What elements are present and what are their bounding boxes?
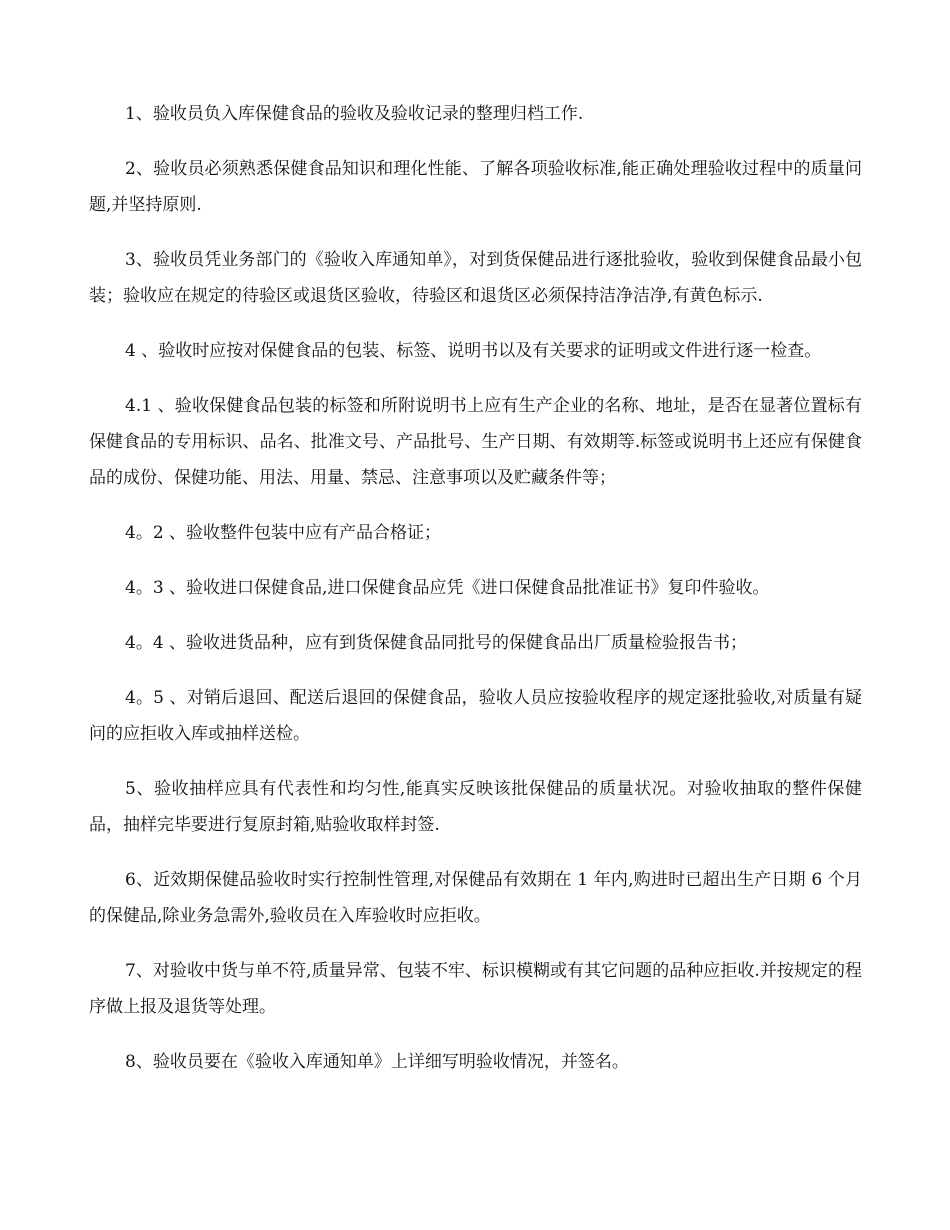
- paragraph-4-3: 4。3 、验收进口保健食品,进口保健食品应凭《进口保健食品批准证书》复印件验收。: [125, 578, 770, 598]
- paragraph-4-5: 4。5 、对销后退回、配送后退回的保健食品，验收人员应按验收程序的规定逐批验收,对质量有疑问的应拒收入库或抽样送检。: [89, 688, 862, 744]
- paragraph-5: 5、验收抽样应具有代表性和均匀性,能真实反映该批保健品的质量状况。对验收抽取的整件保健品，抽样完毕要进行复原封箱,贴验收取样封签.: [89, 779, 862, 835]
- paragraph-1: 1、验收员负入库保健食品的验收及验收记录的整理归档工作.: [125, 104, 584, 124]
- paragraph-7: 7、对验收中货与单不符,质量异常、包装不牢、标识模糊或有其它问题的品种应拒收.并按规定的程序做上报及退货等处理。: [89, 961, 862, 1017]
- paragraph-4-1: 4.1 、验收保健食品包装的标签和所附说明书上应有生产企业的名称、地址，是否在显著位置标有保健食品的专用标识、品名、批准文号、产品批号、生产日期、有效期等.标签或说明书上还应有保健食品的成份、保健功能、用法、用量、禁忌、注意事项以及贮藏条件等；: [89, 396, 862, 488]
- paragraph-3: 3、验收员凭业务部门的《验收入库通知单》，对到货保健品进行逐批验收，验收到保健食品最小包装；验收应在规定的待验区或退货区验收，待验区和退货区必须保持洁净洁净,有黄色标示.: [89, 250, 862, 306]
- document-body: [89, 96, 862, 1099]
- paragraph-6: 6、近效期保健品验收时实行控制性管理,对保健品有效期在 1 年内,购进时已超出生产日期 6 个月的保健品,除业务急需外,验收员在入库验收时应拒收。: [89, 870, 862, 926]
- paragraph-8: 8、验收员要在《验收入库通知单》上详细写明验收情况，并签名。: [125, 1052, 629, 1072]
- paragraph-4-4: 4。4 、验收进货品种，应有到货保健食品同批号的保健食品出厂质量检验报告书；: [125, 633, 748, 653]
- paragraph-2: 2、验收员必须熟悉保健食品知识和理化性能、了解各项验收标准,能正确处理验收过程中的质量问题,并坚持原则.: [89, 159, 862, 215]
- paragraph-4: 4 、验收时应按对保健食品的包装、标签、说明书以及有关要求的证明或文件进行逐一检查。: [125, 341, 822, 361]
- paragraph-4-2: 4。2 、验收整件包装中应有产品合格证；: [125, 523, 442, 543]
